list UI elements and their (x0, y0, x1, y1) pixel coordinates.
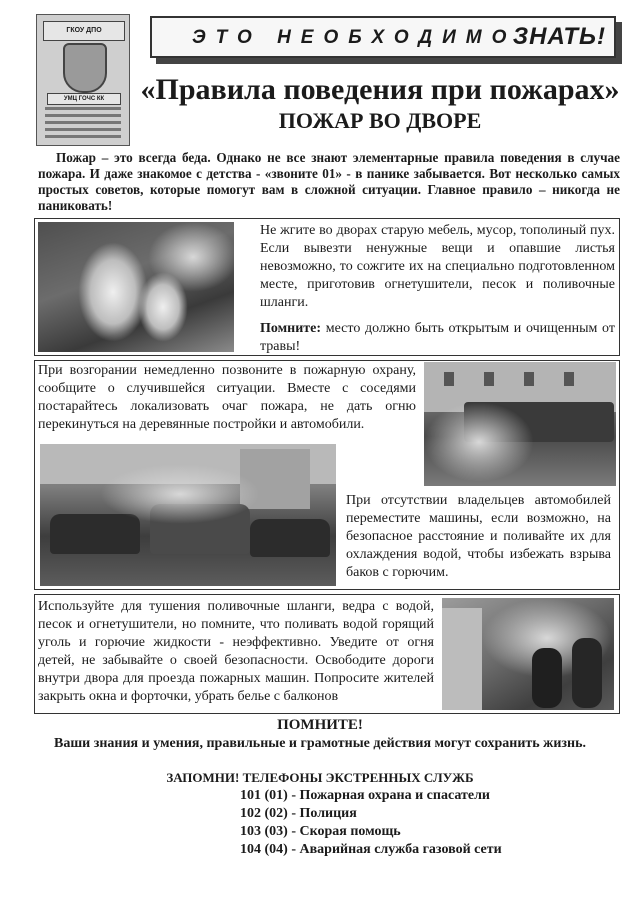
phone-item-fire: 101 (01) - Пожарная охрана и спасатели (240, 788, 490, 803)
section1-note-label: Помните: (260, 321, 322, 336)
organization-logo (36, 14, 130, 146)
banner-lead-text: ЭТО НЕОБХОДИМО (192, 27, 517, 48)
section1-text: Не жгите во дворах старую мебель, мусор, тополиный пух. Если вывезти ненужные вещи и опавшие листья невозможно, то сожгите их на специально подготовленном месте, приготовив огнетушители, песок и поливочные шланги. (260, 223, 615, 310)
page-subtitle: ПОЖАР ВО ДВОРЕ (278, 108, 482, 133)
section1-note-text: место должно быть открытым и очищенным от травы! (260, 321, 615, 354)
crest-emblem (63, 43, 107, 93)
photo-fire-truck (424, 362, 616, 486)
phones-heading: ЗАПОМНИ! ТЕЛЕФОНЫ ЭКСТРЕННЫХ СЛУЖБ (166, 770, 474, 785)
intro-paragraph: Пожар – это всегда беда. Однако не все знают элементарные правила поведения в случае пожара. И даже знакомое с детства - «звоните 01» - в панике забывается. Вот несколько самых простых советов, которые помогут вам в сложной ситуации. Главное правило – никогда не паниковать! (38, 150, 620, 213)
header-banner (150, 16, 616, 58)
banner-accent-text: ЗНАТЬ! (512, 23, 606, 50)
remember-text: Ваши знания и умения, правильные и грамотные действия могут сохранить жизнь. (54, 736, 586, 751)
phone-item-ambulance: 103 (03) - Скорая помощь (240, 824, 401, 839)
section2b-text: При отсутствии владельцев автомобилей переместите машины, если возможно, на безопасное расстояние и поливайте их для охлаждения водой, чтобы избежать взрыва баков с горючим. (346, 493, 611, 580)
page-title: «Правила поведения при пожарах» (140, 73, 620, 106)
phone-item-gas: 104 (04) - Аварийная служба газовой сети (240, 842, 502, 857)
photo-firefighters (442, 598, 614, 710)
logo-mid-text: УМЦ ГОЧС КК (47, 93, 121, 105)
section3-text: Используйте для тушения поливочные шланги, ведра с водой, песок и огнетушители, но помните, что поливать водой горящий уголь и горючие жидкости - неэффективно. Уведите от огня детей, не забывайте о своей безопасности. Освободите дороги внутри двора для проезда пожарных машин. Попросите жителей закрыть окна и форточки, убрать белье с балконов (38, 599, 434, 704)
phone-item-police: 102 (02) - Полиция (240, 806, 357, 821)
logo-top-text: ГКОУ ДПО (43, 21, 125, 41)
remember-heading: ПОМНИТЕ! (277, 717, 363, 733)
phone-list (240, 787, 630, 859)
logo-fine-print (45, 107, 121, 142)
section1-note (260, 320, 615, 356)
section2-text: При возгорании немедленно позвоните в пожарную охрану, сообщите о случившейся ситуации. Вместе с соседями постарайтесь локализовать очаг пожара, не дать огню перекинуться на деревянные постройки и автомобили. (38, 363, 416, 432)
photo-burning-cars (40, 444, 336, 586)
photo-yard-bonfire (38, 222, 234, 352)
